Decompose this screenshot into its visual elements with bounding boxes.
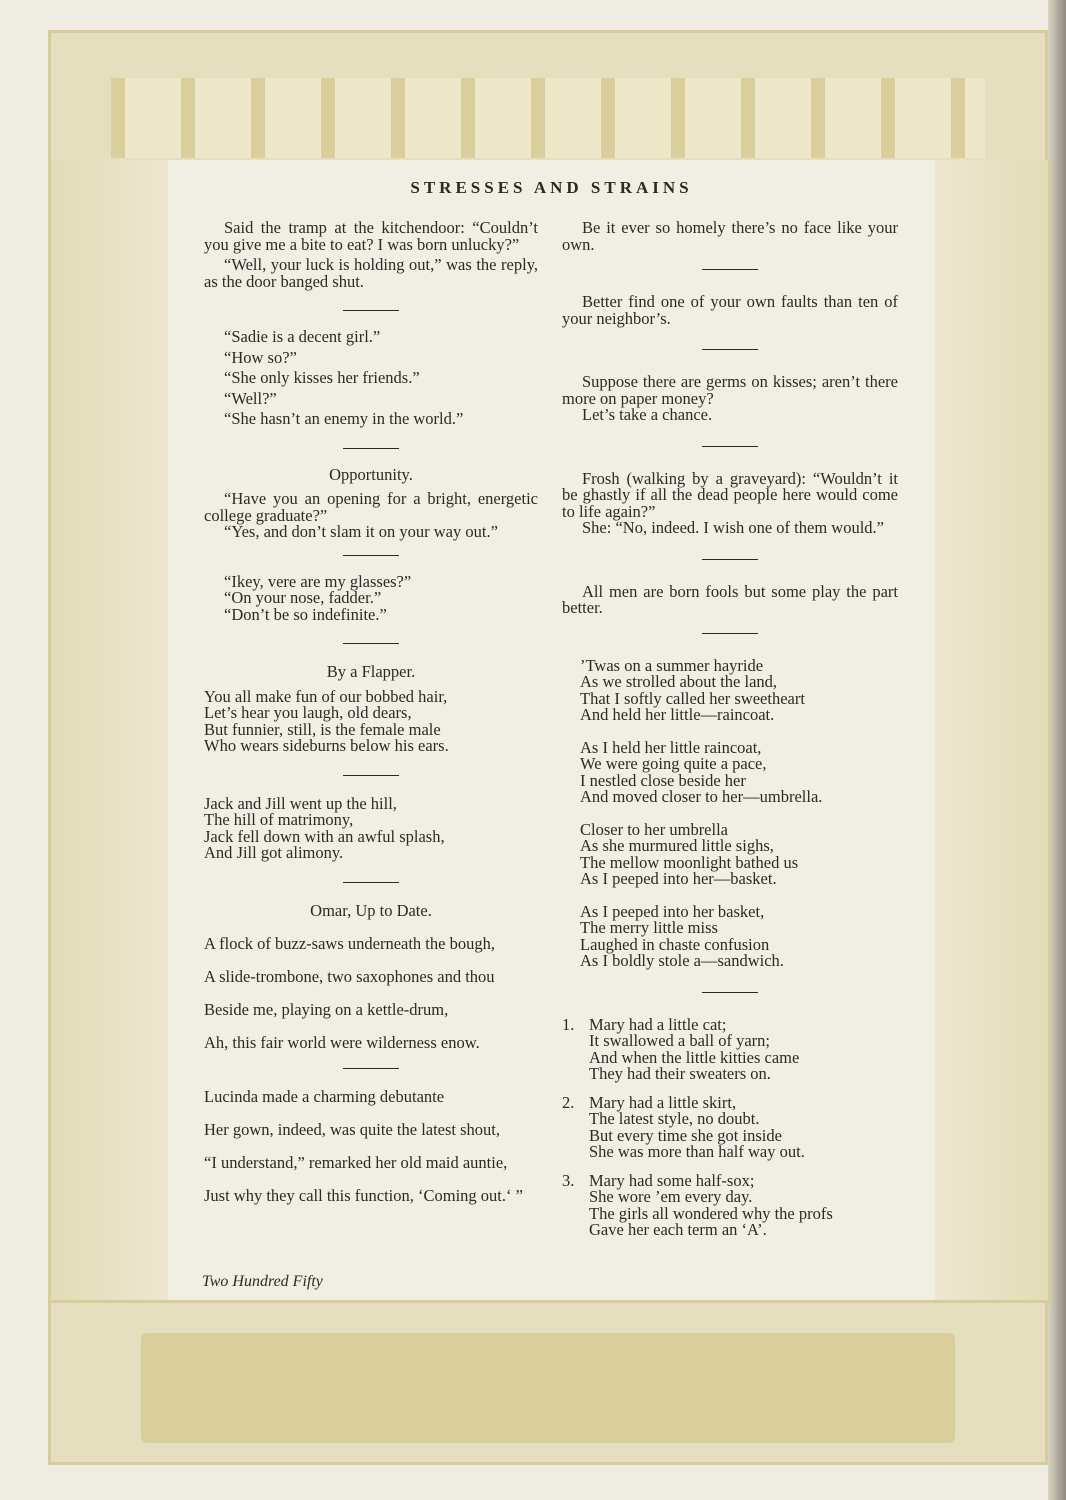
omar-heading: Omar, Up to Date. — [310, 900, 432, 920]
hayride-stanza — [562, 655, 898, 724]
lucinda-line: Her gown, indeed, was quite the latest shout, — [204, 1119, 501, 1139]
flapper-line: You all make fun of our bobbed hair, — [204, 686, 448, 706]
hayride-line: And moved closer to her—umbrella. — [580, 787, 823, 806]
jack-line: Jack and Jill went up the hill, — [204, 793, 397, 813]
sadie-line: “She only kisses her friends.” — [224, 368, 420, 387]
decorative-border-left — [48, 160, 171, 1305]
hayride-line: That I softly called her sweetheart — [580, 688, 805, 708]
hayride-line: The merry little miss — [580, 918, 718, 937]
joke-frosh-2: She: “No, indeed. I wish one of them would.” — [582, 518, 884, 537]
hayride-line: As I boldly stole a—sandwich. — [580, 951, 784, 970]
joke-tramp-2: “Well, your luck is holding out,” was the reply, as the door banged shut. — [204, 255, 538, 291]
mary-line: But every time she got inside — [589, 1125, 782, 1145]
hayride-stanza — [562, 737, 898, 806]
hayride-stanza — [562, 901, 898, 970]
opportunity-line-1: “Have you an opening for a bright, energetic college graduate?” — [204, 489, 538, 525]
mary-line: Mary had a little skirt, — [589, 1092, 737, 1112]
page-title: STRESSES AND STRAINS — [410, 178, 693, 197]
mary-verse — [562, 1014, 898, 1083]
decorative-border-top — [48, 30, 1048, 165]
mary-line: The latest style, no doubt. — [589, 1109, 760, 1128]
mary-line: She was more than half way out. — [589, 1142, 805, 1161]
joke-germs-1: Suppose there are germs on kisses; aren’t there more on paper money? — [562, 372, 898, 408]
right-column — [562, 220, 898, 1239]
divider — [343, 643, 399, 644]
omar-line: Beside me, playing on a kettle-drum, — [204, 999, 449, 1019]
mary-verse — [562, 1092, 898, 1161]
jack-line: Jack fell down with an awful splash, — [204, 826, 445, 846]
mary-verse-number: 2. — [562, 1092, 575, 1112]
ikey-line: “Don’t be so indefinite.” — [224, 604, 387, 624]
left-column — [204, 220, 538, 1221]
sadie-line: “How so?” — [224, 347, 297, 367]
mary-line: She wore ’em every day. — [589, 1187, 753, 1206]
decorative-border-bottom — [48, 1300, 1048, 1465]
opportunity-line-2: “Yes, and don’t slam it on your way out.” — [224, 522, 498, 541]
flapper-line: Let’s hear you laugh, old dears, — [204, 703, 412, 722]
joke-faults: Better find one of your own faults than ten of your neighbor’s. — [562, 292, 898, 328]
hayride-line: Closer to her umbrella — [580, 819, 729, 839]
lucinda-line: “I understand,” remarked her old maid auntie, — [204, 1152, 508, 1172]
mary-line: Gave her each term an ‘A’. — [589, 1220, 767, 1239]
hayride-line: ’Twas on a summer hayride — [580, 655, 764, 675]
mary-verse — [562, 1170, 898, 1239]
joke-germs-2: Let’s take a chance. — [582, 405, 713, 424]
sadie-line: “Sadie is a decent girl.” — [224, 327, 381, 346]
sadie-line: “Well?” — [224, 388, 277, 408]
divider — [343, 448, 399, 449]
divider — [343, 775, 399, 776]
mary-line: And when the little kitties came — [589, 1047, 800, 1067]
joke-homely: Be it ever so homely there’s no face like your own. — [562, 218, 898, 254]
flapper-line: Who wears sideburns below his ears. — [204, 736, 449, 755]
hayride-stanza — [562, 819, 898, 888]
omar-line: A slide-trombone, two saxophones and thou — [204, 966, 495, 986]
jack-line: And Jill got alimony. — [204, 843, 344, 862]
mary-line: Mary had some half-sox; — [589, 1170, 755, 1190]
hayride-line: We were going quite a pace, — [580, 754, 767, 773]
divider — [702, 446, 758, 447]
divider — [702, 269, 758, 270]
lucinda-line: Just why they call this function, ‘Coming out.‘ ” — [204, 1185, 523, 1205]
hayride-line: And held her little—raincoat. — [580, 705, 775, 724]
mary-line: It swallowed a ball of yarn; — [589, 1031, 770, 1050]
divider — [343, 555, 399, 556]
divider — [702, 559, 758, 560]
ikey-line: “On your nose, fadder.” — [224, 588, 382, 607]
divider — [343, 310, 399, 311]
hayride-line: As I peeped into her—basket. — [580, 869, 777, 888]
flapper-line: But funnier, still, is the female male — [204, 719, 441, 739]
omar-line: A flock of buzz-saws underneath the bough, — [204, 933, 495, 953]
opportunity-heading: Opportunity. — [329, 464, 413, 484]
lucinda-line: Lucinda made a charming debutante — [204, 1086, 445, 1106]
mary-verse-number: 3. — [562, 1170, 575, 1190]
divider — [343, 1068, 399, 1069]
ikey-line: “Ikey, vere are my glasses?” — [224, 571, 412, 591]
hayride-line: I nestled close beside her — [580, 770, 746, 790]
mary-line: They had their sweaters on. — [589, 1064, 771, 1083]
mary-verse-number: 1. — [562, 1014, 575, 1034]
joke-frosh-1: Frosh (walking by a graveyard): “Wouldn’t it be ghastly if all the dead people here would come to life again?” — [562, 468, 898, 521]
divider — [702, 992, 758, 993]
divider — [343, 882, 399, 883]
hayride-line: The mellow moonlight bathed us — [580, 852, 799, 872]
hayride-line: As I held her little raincoat, — [580, 737, 762, 757]
omar-line: Ah, this fair world were wilderness enow. — [204, 1032, 480, 1052]
hayride-line: As I peeped into her basket, — [580, 901, 765, 921]
mary-line: Mary had a little cat; — [589, 1014, 727, 1034]
divider — [702, 349, 758, 350]
page-number-footer: Two Hundred Fifty — [202, 1273, 323, 1290]
divider — [702, 633, 758, 634]
joke-tramp-1: Said the tramp at the kitchendoor: “Couldn’t you give me a bite to eat? I was born unlucky?” — [204, 218, 538, 254]
flapper-heading: By a Flapper. — [326, 662, 416, 681]
joke-fools: All men are born fools but some play the part better. — [562, 581, 898, 617]
hayride-line: As we strolled about the land, — [580, 672, 778, 691]
mary-line: The girls all wondered why the profs — [589, 1203, 833, 1223]
hayride-line: As she murmured little sighs, — [580, 836, 774, 855]
jack-line: The hill of matrimony, — [204, 810, 354, 829]
hayride-line: Laughed in chaste confusion — [580, 934, 770, 954]
decorative-border-right — [935, 160, 1051, 1305]
sadie-line: “She hasn’t an enemy in the world.” — [224, 409, 464, 428]
